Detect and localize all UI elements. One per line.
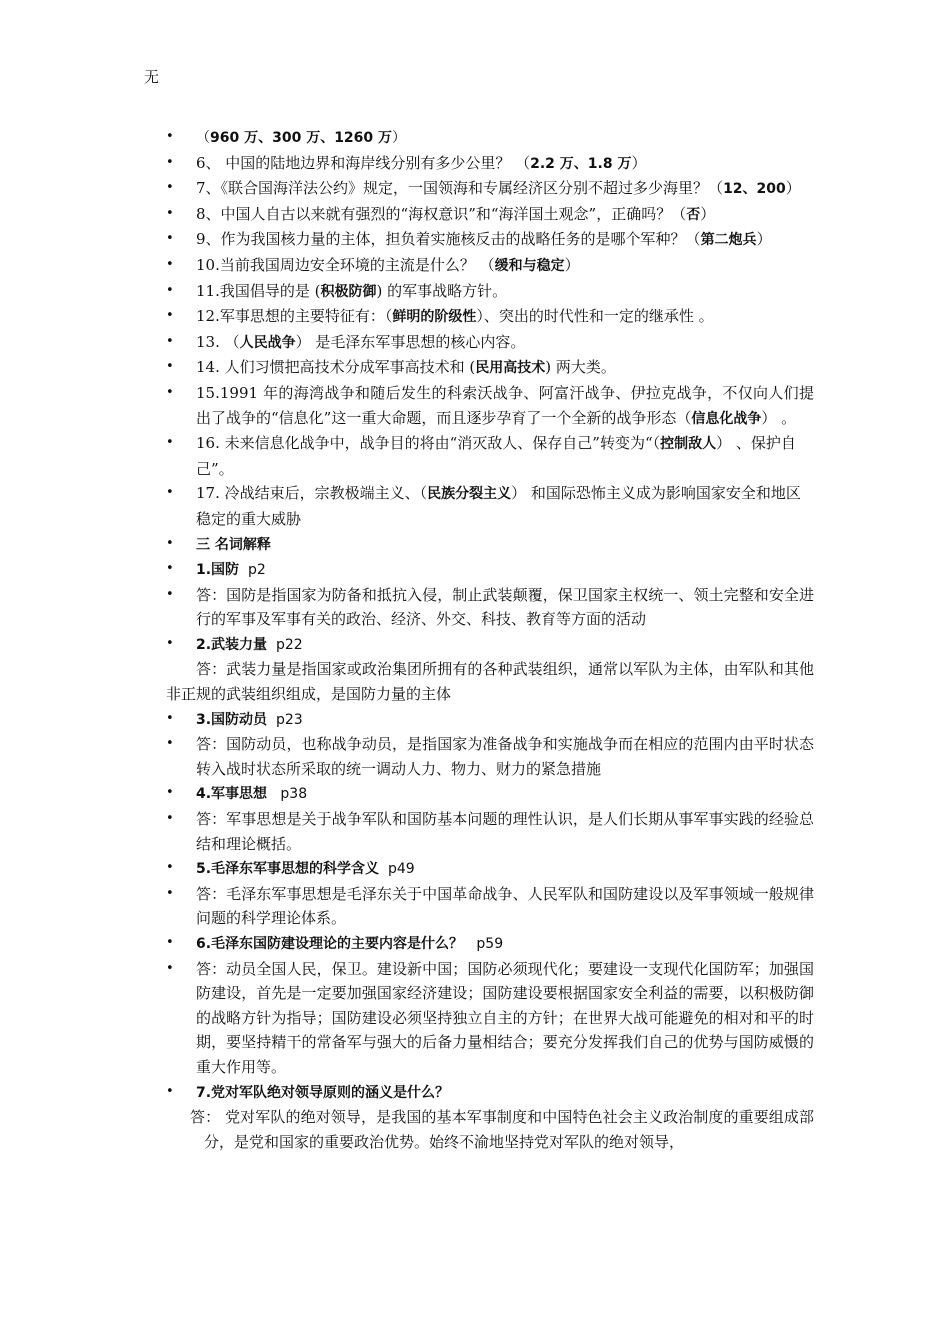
list-item: • （960 万、300 万、1260 万）: [166, 125, 814, 151]
term-heading: • 7.党对军队绝对领导原则的涵义是什么？: [166, 1080, 814, 1106]
term-answer: 答：武装力量是指国家或政治集团所拥有的各种武装组织，通常以军队为主体，由军队和其他非正规的武装组织组成，是国防力量的主体: [166, 660, 814, 704]
list-item: • 7、《联合国海洋法公约》规定，一国领海和专属经济区分别不超过多少海里？（12、200）: [166, 176, 814, 202]
page-ref: p38: [280, 786, 308, 803]
term-answer: • 答：毛泽东军事思想是毛泽东关于中国革命战争、人民军队和国防建设以及军事领域一般规律问题的科学理论体系。: [166, 882, 814, 931]
answer-text: 960 万、300 万、1260 万: [210, 130, 393, 146]
term-heading: • 4.军事思想 p38: [166, 781, 814, 807]
page-header: 无: [144, 68, 160, 86]
list-item: • 13. （人民战争） 是毛泽东军事思想的核心内容。: [166, 330, 814, 356]
term-answer: • 答：国防动员，也称战争动员，是指国家为准备战争和实施战争而在相应的范围内由平时状态转入战时状态所采取的统一调动人力、物力、财力的紧急措施: [166, 732, 814, 781]
term-heading: • 6.毛泽东国防建设理论的主要内容是什么？ p59: [166, 931, 814, 957]
term-answer: 答： 党对军队的绝对领导，是我国的基本军事制度和中国特色社会主义政治制度的重要组成部分，是党和国家的重要政治优势。始终不渝地坚持党对军队的绝对领导，: [190, 1108, 814, 1151]
term-heading: • 5.毛泽东军事思想的科学含义 p49: [166, 856, 814, 882]
list-item: • 6、 中国的陆地边界和海岸线分别有多少公里？ （2.2 万、1.8 万）: [166, 151, 814, 177]
list-item: • 16. 未来信息化战争中，战争目的将由“消灭敌人、保存自己”转变为“（控制敌人） 、保护自己”。: [166, 431, 814, 481]
answer-text: 民用高技术: [475, 360, 546, 377]
term-answer: • 答：国防是指国家为防备和抵抗入侵，制止武装颠覆，保卫国家主权统一、领土完整和安全进行的军事及军事有关的政治、经济、外交、科技、教育等方面的活动: [166, 583, 814, 632]
list-item: • 11.我国倡导的是 (积极防御) 的军事战略方针。: [166, 279, 814, 305]
answer-text: 信息化战争: [691, 410, 762, 427]
answer-text: 人民战争: [239, 334, 296, 351]
page-ref: p22: [275, 636, 303, 653]
term-heading: • 1.国防 p2: [166, 557, 814, 583]
page-ref: p59: [476, 936, 504, 952]
answer-text: 12、200: [723, 181, 786, 198]
list-item: • 17. 冷战结束后，宗教极端主义、（民族分裂主义） 和国际恐怖主义成为影响国家安全和地区稳定的重大威胁: [166, 481, 814, 531]
list-item: • 10.当前我国周边安全环境的主流是什么？ （缓和与稳定）: [166, 253, 814, 279]
page-ref: p23: [275, 711, 303, 728]
term-heading: • 2.武装力量 p22: [166, 632, 814, 658]
answer-text: 第二炮兵: [700, 232, 757, 249]
term-heading: • 3.国防动员 p23: [166, 707, 814, 733]
page-ref: p2: [247, 562, 266, 579]
answer-text: 缓和与稳定: [494, 257, 565, 274]
list-item: • 14. 人们习惯把高技术分成军事高技术和 (民用高技术) 两大类。: [166, 355, 814, 381]
list-item: • 8、中国人自古以来就有强烈的“海权意识”和“海洋国土观念”，正确吗？（否）: [166, 202, 814, 228]
answer-text: 否: [686, 206, 701, 223]
term-answer: • 答：动员全国人民，保卫。建设新中国；国防必须现代化；要建设一支现代化国防军；加强国防建设，首先是一定要加强国家经济建设；国防建设要根据国家安全利益的需要，以积极防御的战略方针为指导；国防建设必须坚持独立自主的方针；在世界大战可能避免的相对和平的时期，要坚持精干的常备军与强大的后备力量相结合；要充分发挥我们自己的优势与国防威慑的重大作用等。: [166, 957, 814, 1080]
question-list: [166, 125, 814, 1154]
list-item: • 9、作为我国核力量的主体，担负着实施核反击的战略任务的是哪个军种？（第二炮兵）: [166, 227, 814, 253]
answer-text: 民族分裂主义: [427, 486, 512, 503]
answer-text: 鲜明的阶级性: [392, 309, 477, 326]
page-ref: p49: [387, 861, 415, 878]
answer-text: 积极防御: [320, 283, 377, 300]
list-item: • 12.军事思想的主要特征有：（鲜明的阶级性）、突出的时代性和一定的继承性 。: [166, 304, 814, 330]
answer-text: 2.2 万、1.8 万: [530, 155, 632, 172]
section-title: • 三 名词解释: [166, 532, 814, 558]
answer-text: 控制敌人: [660, 436, 717, 453]
list-item: • 15.1991 年的海湾战争和随后发生的科索沃战争、阿富汗战争、伊拉克战争，不仅向人们提出了战争的“信息化”这一重大命题，而且逐步孕育了一个全新的战争形态（信息化战争） 。: [166, 381, 814, 431]
term-answer: • 答：军事思想是关于战争军队和国防基本问题的理性认识，是人们长期从事军事实践的经验总结和理论概括。: [166, 807, 814, 856]
